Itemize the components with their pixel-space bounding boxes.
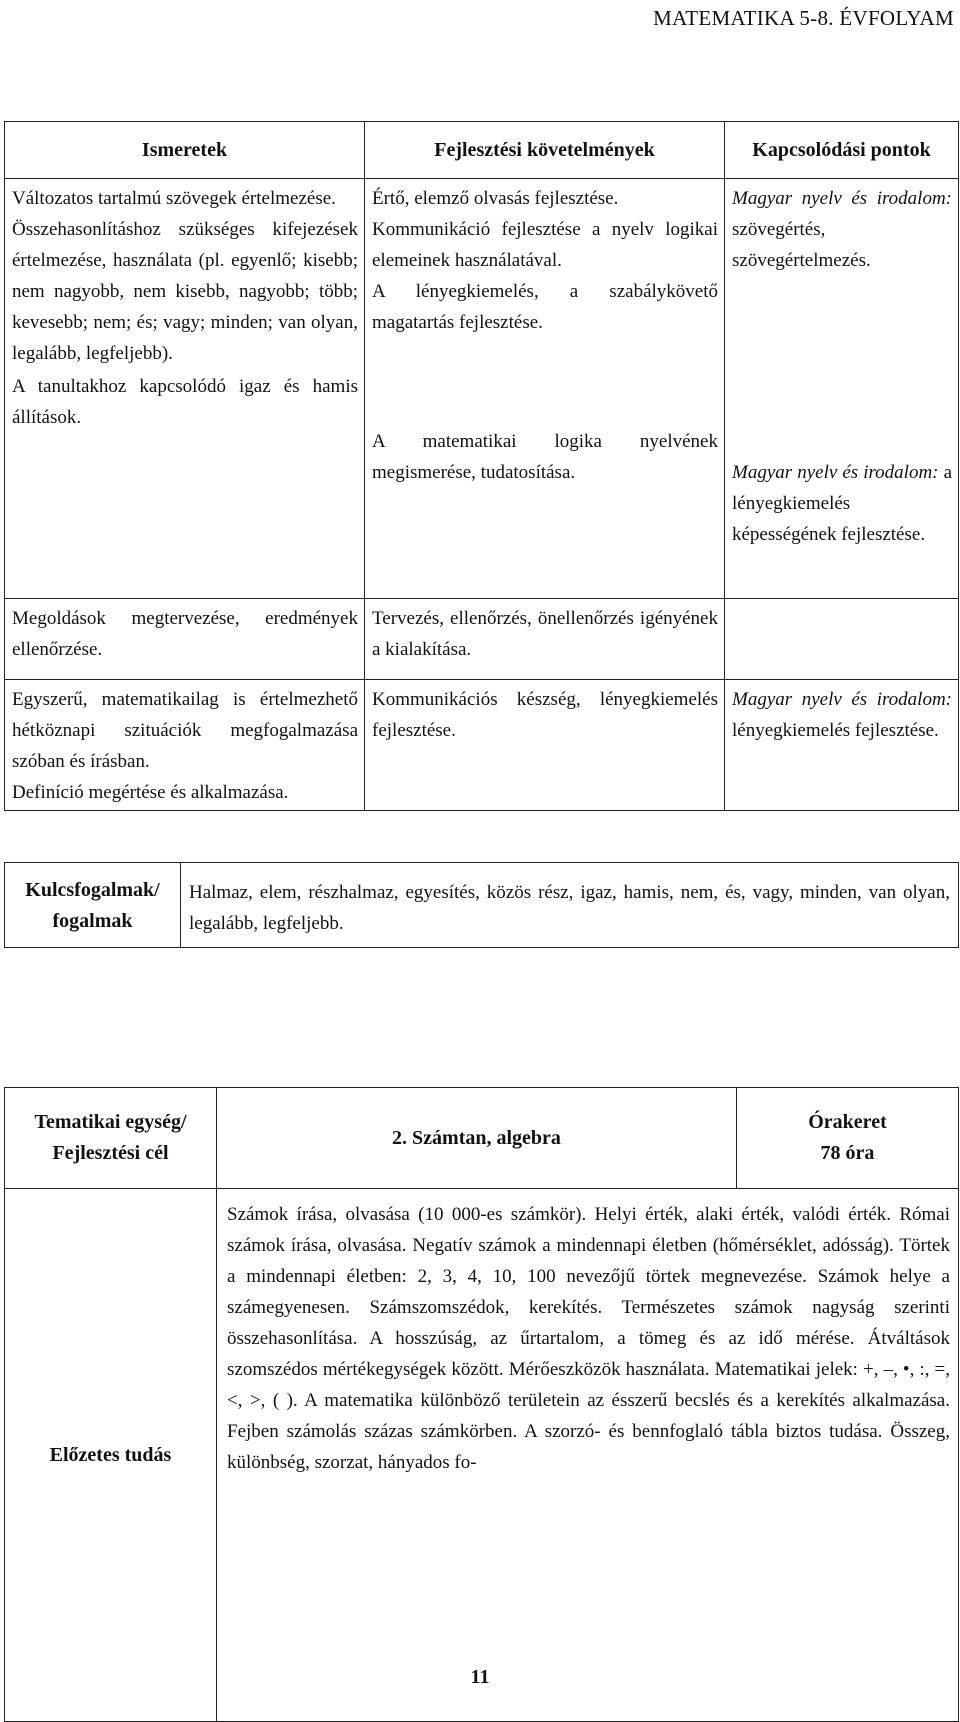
table-row bbox=[5, 1189, 959, 1722]
ismeretek-cell bbox=[5, 599, 365, 680]
text-paragraph: Kommunikációs készség, lényegkiemelés fejlesztése. bbox=[372, 689, 718, 741]
text-paragraph: Definíció megértése és alkalmazása. bbox=[12, 782, 289, 803]
kapcsolodas-cell bbox=[725, 179, 959, 599]
unit-label: Tematikai egység/ Fejlesztési cél bbox=[5, 1088, 217, 1189]
text-paragraph bbox=[732, 457, 952, 550]
kapcsolodas-cell bbox=[725, 599, 959, 680]
text-paragraph: Összehasonlításhoz szükséges kifejezések értelmezése, használata (pl. egyenlő; kisebb; nem nagyobb, nem kisebb, nagyobb; több; kevesebb; nem; és; vagy; minden; van olyan, legalább, legfeljebb). bbox=[12, 219, 358, 364]
table-row bbox=[5, 599, 959, 680]
subject-detail: a lényegkiemelés képességének fejlesztése. bbox=[732, 462, 953, 545]
text-paragraph: Megoldások megtervezése, eredmények ellenőrzése. bbox=[12, 608, 358, 660]
text-paragraph: A matematikai logika nyelvének megismerése, tudatosítása. bbox=[372, 431, 718, 483]
text-paragraph: Tervezés, ellenőrzés, önellenőrzés igényének a kialakítása. bbox=[372, 608, 718, 660]
subject-reference: Magyar nyelv és irodalom: bbox=[732, 689, 952, 710]
unit-title: 2. Számtan, algebra bbox=[217, 1088, 737, 1189]
page-number: 11 bbox=[470, 1666, 490, 1688]
hours-value: 78 óra bbox=[820, 1142, 875, 1164]
subject-detail: lényegkiemelés fejlesztése. bbox=[732, 720, 939, 741]
table-row bbox=[5, 863, 959, 948]
text-paragraph: Egyszerű, matematikailag is értelmezhető hétköznapi szituációk megfogalmazása szóban és írásban. bbox=[12, 689, 358, 772]
kovetelmenyek-cell bbox=[365, 599, 725, 680]
subject-detail: szövegértés, szövegértelmezés. bbox=[732, 219, 871, 271]
column-header: Kapcsolódási pontok bbox=[725, 122, 959, 179]
kulcsfogalmak-label: Kulcsfogalmak/ fogalmak bbox=[5, 863, 181, 948]
prior-knowledge-label: Előzetes tudás bbox=[5, 1189, 217, 1722]
prior-knowledge-text: Számok írása, olvasása (10 000-es számkör). Helyi érték, alaki érték, valódi érték. Római számok írása, olvasása. Negatív számok a mindennapi életben (hőmérséklet, adósság). Törtek a mindennapi életben: 2, 3, 4, 10, 100 nevezőjű törtek megnevezése. Számok helye a számegyenesen. Számszomszédok, kerekítés. Természetes számok nagyság szerinti összehasonlítása. A hosszúság, az űrtartalom, a tömeg és az idő mérése. Átváltások szomszédos mértékegységek között. Mérőeszközök használata. Matematikai jelek: +, –, •, :, =, <, >, ( ). A matematika különböző területein az ésszerű becslés és a kerekítés alkalmazása. Fejben számolás százas számkörben. A szorzó- és bennfoglaló tábla biztos tudása. Összeg, különbség, szorzat, hányados fo- bbox=[217, 1189, 959, 1722]
text-paragraph: Változatos tartalmú szövegek értelmezése. bbox=[12, 188, 336, 209]
unit-table bbox=[4, 1087, 959, 1722]
table-header-row bbox=[5, 1088, 959, 1189]
table-row bbox=[5, 179, 959, 599]
column-header: Ismeretek bbox=[5, 122, 365, 179]
subject-reference: Magyar nyelv és irodalom: bbox=[732, 462, 939, 483]
kulcsfogalmak-text: Halmaz, elem, részhalmaz, egyesítés, közös rész, igaz, hamis, nem, és, vagy, minden, van olyan, legalább, legfeljebb. bbox=[181, 863, 959, 948]
table-row bbox=[5, 680, 959, 811]
text-paragraph bbox=[732, 183, 952, 276]
subject-reference: Magyar nyelv és irodalom: bbox=[732, 188, 952, 209]
ismeretek-cell bbox=[5, 179, 365, 599]
text-paragraph bbox=[732, 684, 952, 746]
curriculum-table bbox=[4, 121, 959, 811]
kulcsfogalmak-table bbox=[4, 862, 959, 948]
hours-label: Órakeret bbox=[808, 1111, 887, 1133]
kapcsolodas-cell bbox=[725, 680, 959, 811]
ismeretek-cell bbox=[5, 680, 365, 811]
running-header: MATEMATIKA 5-8. ÉVFOLYAM bbox=[653, 6, 954, 30]
kovetelmenyek-cell bbox=[365, 179, 725, 599]
table-header-row bbox=[5, 122, 959, 179]
hours-cell bbox=[737, 1088, 959, 1189]
text-paragraph: Kommunikáció fejlesztése a nyelv logikai elemeinek használatával. bbox=[372, 219, 718, 271]
text-paragraph: A lényegkiemelés, a szabálykövető magatartás fejlesztése. bbox=[372, 281, 718, 333]
kovetelmenyek-cell bbox=[365, 680, 725, 811]
text-paragraph: Értő, elemző olvasás fejlesztése. bbox=[372, 188, 619, 209]
column-header: Fejlesztési követelmények bbox=[365, 122, 725, 179]
text-paragraph: A tanultakhoz kapcsolódó igaz és hamis állítások. bbox=[12, 376, 358, 428]
